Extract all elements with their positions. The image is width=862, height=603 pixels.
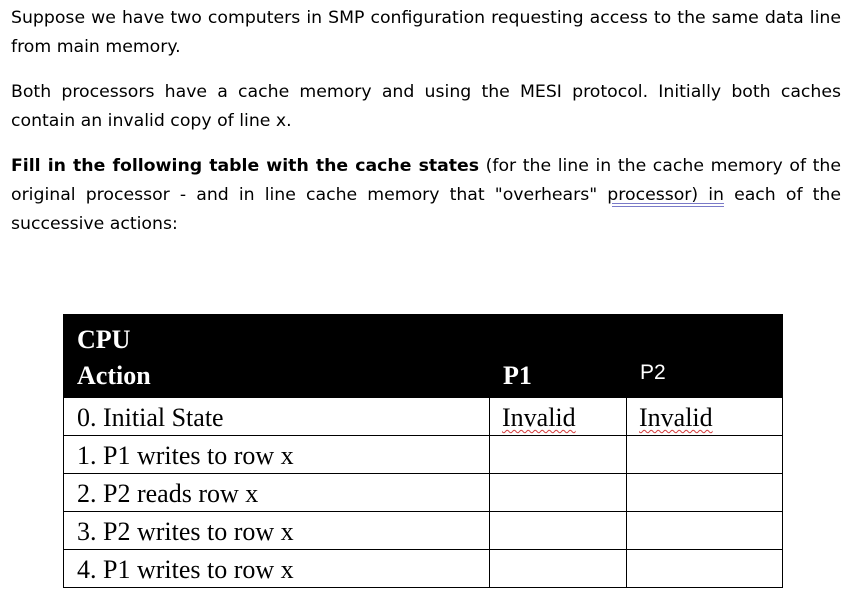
p1-state-cell[interactable] <box>490 512 627 550</box>
question-text <box>11 4 841 239</box>
cache-state-table <box>63 314 783 588</box>
header-p1: P1 <box>490 315 627 398</box>
p2-state-cell[interactable] <box>627 436 783 474</box>
p2-state-cell[interactable] <box>627 398 783 436</box>
p1-state-cell[interactable] <box>490 550 627 588</box>
table-row <box>64 398 783 436</box>
grammar-flagged-text: processor) in <box>607 185 724 205</box>
header-cpu-action <box>64 315 490 398</box>
table-row <box>64 474 783 512</box>
table-row <box>64 436 783 474</box>
p1-state-cell[interactable] <box>490 436 627 474</box>
intro-paragraph: Suppose we have two computers in SMP configuration requesting access to the same data line from main memory. <box>11 8 841 57</box>
instruction-text-a: (for the line in the cache memory of the original processor - and in line cache memory that "overhears" <box>11 156 841 205</box>
p1-state-value: Invalid <box>502 403 576 432</box>
table-header-row <box>64 315 783 398</box>
table-row <box>64 550 783 588</box>
p2-state-cell[interactable] <box>627 550 783 588</box>
p1-state-cell[interactable] <box>490 398 627 436</box>
action-cell: 0. Initial State <box>64 398 490 436</box>
instruction-paragraph <box>11 152 841 239</box>
p2-state-value: Invalid <box>639 403 713 432</box>
header-cpu-label: CPU <box>77 325 131 354</box>
table-row <box>64 512 783 550</box>
instruction-bold: Fill in the following table with the cache states <box>11 156 480 176</box>
p2-state-cell[interactable] <box>627 512 783 550</box>
header-action-label: Action <box>77 361 151 390</box>
p2-state-cell[interactable] <box>627 474 783 512</box>
action-cell: 3. P2 writes to row x <box>64 512 490 550</box>
header-p2: P2 <box>627 315 783 398</box>
p1-state-cell[interactable] <box>490 474 627 512</box>
setup-paragraph: Both processors have a cache memory and using the MESI protocol. Initially both caches contain an invalid copy of line x. <box>11 82 841 131</box>
action-cell: 4. P1 writes to row x <box>64 550 490 588</box>
action-cell: 2. P2 reads row x <box>64 474 490 512</box>
action-cell: 1. P1 writes to row x <box>64 436 490 474</box>
instruction-text-b: each of the successive actions: <box>11 185 841 234</box>
